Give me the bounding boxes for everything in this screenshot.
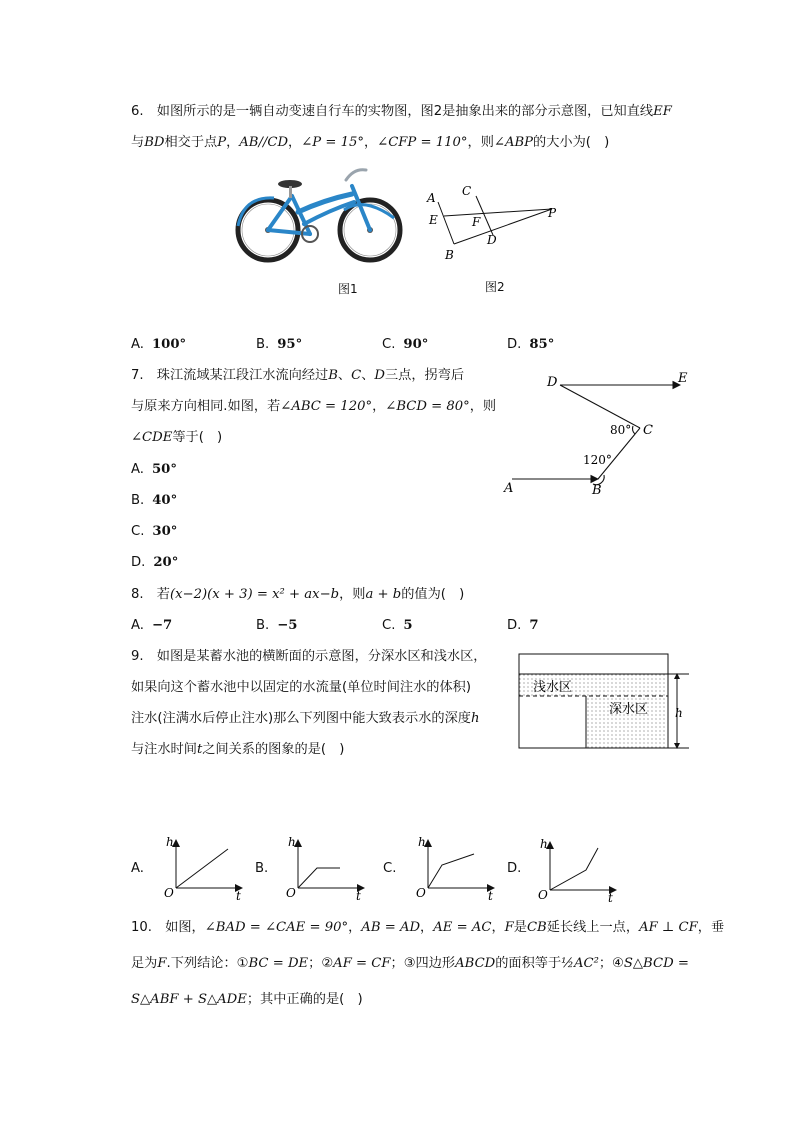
figure-2-caption: 图2 [485,280,505,294]
option-key: A. [131,462,144,477]
q8-option-c [382,616,413,636]
q10-t1a: 10. 如图， [131,920,205,935]
option-value: 100° [151,337,187,352]
label-p: P [548,206,557,220]
q9-graph-b-key: B. [255,861,269,876]
option-key: C. [382,618,396,633]
deep-area-label: 深水区 [609,702,649,717]
q7-line2 [131,397,496,417]
graph-d-t: t [608,891,613,902]
option-key: A. [131,337,144,352]
option-key: D. [507,618,522,633]
q7-angle-c: 80° [610,423,632,437]
graph-a-t: t [236,889,241,900]
option-value: 7 [529,618,539,633]
q10-t1h: F [504,920,514,935]
q10-line1 [131,918,724,938]
q10-t2h: ABCD [455,956,496,971]
q10-t2g: ；③四边形 [390,956,456,971]
option-key: C. [382,337,396,352]
q8-te: 的值为( ) [401,587,465,602]
label-d: D [487,233,497,247]
label-a: A [427,191,436,205]
q6-text-1: 6. 如图所示的是一辆自动变速自行车的实物图，图2是抽象出来的部分示意图，已知直线 [131,104,654,119]
q7-label-c: C [643,423,653,438]
option-key: B. [256,337,270,352]
q7-option-c [131,522,177,542]
q7-label-b: B [592,483,602,498]
q9-graph-d [524,834,624,902]
q7-t1a: 7. 珠江流域某江段江水流向经过 [131,368,329,383]
option-value: 20° [153,555,179,570]
q9-line2 [131,678,471,698]
q7-t2e: ，则 [469,399,497,414]
q10-t2i: 的面积等于 [495,956,562,971]
q6-t2h: ∠P = 15° [301,135,364,150]
q7-label-a: A [504,481,514,496]
option-key: B. [131,493,145,508]
q10-t2f: AF = CF [333,956,391,971]
graph-a-h: h [166,835,174,849]
q6-t2d: P [217,135,227,150]
q8-option-b [256,616,297,636]
q7-option-b [131,491,177,511]
option-value: 40° [152,493,178,508]
q10-t1l: AF ⊥ CF [639,920,698,935]
option-value: 85° [529,337,555,352]
q6-t2k: ，则 [467,135,494,150]
q6-t2f: AB//CD [239,135,289,150]
label-c: C [462,184,472,198]
option-value: 5 [403,618,413,633]
option-value: 90° [403,337,429,352]
q9-graph-c-key: C. [383,861,397,876]
q10-t1f: AE = AC [433,920,492,935]
q6-line2 [131,133,609,153]
q8-tc: ，则 [339,587,366,602]
q9-pool-figure [515,650,695,754]
q9-graph-a-key: A. [131,861,144,876]
figure-1-caption: 图1 [338,282,358,296]
q8-option-a [131,616,172,636]
q7-line1 [131,366,464,386]
q10-t3b: ；其中正确的是( ) [246,992,363,1007]
q9-t2: 如果向这个蓄水池中以固定的水流量(单位时间注水的体积) [131,680,471,695]
label-f: F [472,215,481,229]
q7-option-d [131,553,178,573]
q10-t2c: .下列结论：① [166,956,249,971]
shallow-area-label: 浅水区 [533,680,573,695]
q9-t3a: 注水(注满水后停止注水)那么下列图中能大致表示水的深度 [131,711,471,726]
q10-t1c: ， [348,920,362,935]
q6-t2c: 相交于点 [164,135,218,150]
q9-t4b: t [196,742,203,757]
q6-t2m: 的大小为( ) [533,135,610,150]
q10-t1g: ， [491,920,505,935]
q6-var-ef: EF [653,104,672,119]
q7-t1b: B [328,368,338,383]
q7-t1e: 、 [361,368,375,383]
graph-b-t: t [356,889,361,900]
q6-option-a [131,335,186,355]
q10-t1i: 是 [513,920,527,935]
q10-t3a: S△ABF + S△ADE [131,992,247,1007]
q7-t1g: 三点，拐弯后 [384,368,465,383]
q7-label-d: D [547,375,558,390]
option-value: 30° [152,524,178,539]
q6-line1 [131,102,672,122]
q10-t1e: ， [420,920,434,935]
q9-graph-b [272,832,372,900]
q8-line [131,585,464,605]
graph-a-o: O [164,886,174,900]
q10-t1j: CB [526,920,547,935]
q7-t2c: ， [372,399,386,414]
option-value: −7 [151,618,173,633]
q9-graph-d-key: D. [507,861,522,876]
q9-t4c: 之间关系的图象的是( ) [202,742,345,757]
q6-option-c [382,335,428,355]
q10-t2j: ½AC² [561,956,599,971]
q10-t2b: F [157,956,167,971]
q8-option-d [507,616,539,636]
q7-t2b: ∠ABC = 120° [280,399,373,414]
bicycle-seatpost [289,186,292,198]
q10-t1d: AB = AD [361,920,421,935]
q7-line3 [131,428,222,448]
q10-t1k: 延长线上一点， [546,920,640,935]
option-key: C. [131,524,145,539]
q10-t2k: ；④ [598,956,624,971]
option-key: A. [131,618,144,633]
q6-t2e: ， [226,135,240,150]
option-key: D. [131,555,146,570]
q10-t2e: ；② [308,956,334,971]
q7-angle-b: 120° [583,453,612,467]
q6-option-b [256,335,302,355]
q8-ta: 8. 若 [131,587,170,602]
q6-t2a: 与 [131,135,145,150]
graph-c-t: t [488,889,493,900]
q10-t1b: ∠BAD = ∠CAE = 90° [204,920,349,935]
q7-option-a [131,460,177,480]
graph-c-o: O [416,886,426,900]
graph-d-h: h [540,837,548,851]
q10-t2d: BC = DE [248,956,309,971]
q7-t1f: D [374,368,385,383]
q7-label-e: E [678,371,688,386]
q7-t1d: C [351,368,362,383]
q9-line1 [131,647,486,667]
graph-b-o: O [286,886,296,900]
q9-t3b: h [470,711,480,726]
q9-line4 [131,740,344,760]
q9-t4a: 与注水时间 [131,742,197,757]
option-value: −5 [277,618,298,633]
q9-graph-c [402,832,502,900]
option-value: 95° [277,337,303,352]
q10-t1m: ，垂 [697,920,725,935]
graph-c-h: h [418,835,426,849]
q10-line3 [131,990,363,1010]
q6-t2j: ∠CFP = 110° [377,135,468,150]
q7-t1c: 、 [337,368,352,383]
q7-t2a: 与原来方向相同.如图，若 [131,399,281,414]
label-e: E [429,213,438,227]
option-key: B. [256,618,270,633]
q7-figure [500,366,700,501]
bicycle-image [234,160,404,265]
q9-t1: 9. 如图是某蓄水池的横断面的示意图，分深水区和浅水区， [131,649,487,664]
q7-t3b: 等于( ) [172,430,223,445]
q6-t2l: ∠ABP [493,135,534,150]
q8-td: a + b [365,587,402,602]
q6-t2i: ， [363,135,378,150]
q9-graph-a [150,832,250,900]
q8-tb: (x−2)(x + 3) = x² + ax−b [169,587,340,602]
q6-option-d [507,335,554,355]
graph-d-o: O [538,888,548,902]
q10-t2a: 足为 [131,956,158,971]
q10-line2 [131,954,689,974]
graph-b-h: h [288,835,296,849]
option-value: 50° [151,462,177,477]
q10-t2l: S△BCD = [623,956,689,971]
depth-label-h: h [675,706,683,720]
option-key: D. [507,337,522,352]
q6-t2g: ， [288,135,302,150]
q6-figure-2 [420,180,570,265]
q7-t2d: ∠BCD = 80° [385,399,470,414]
label-b: B [445,248,454,262]
q6-t2b: BD [144,135,165,150]
q9-line3 [131,709,479,729]
q7-t3a: ∠CDE [131,430,173,445]
